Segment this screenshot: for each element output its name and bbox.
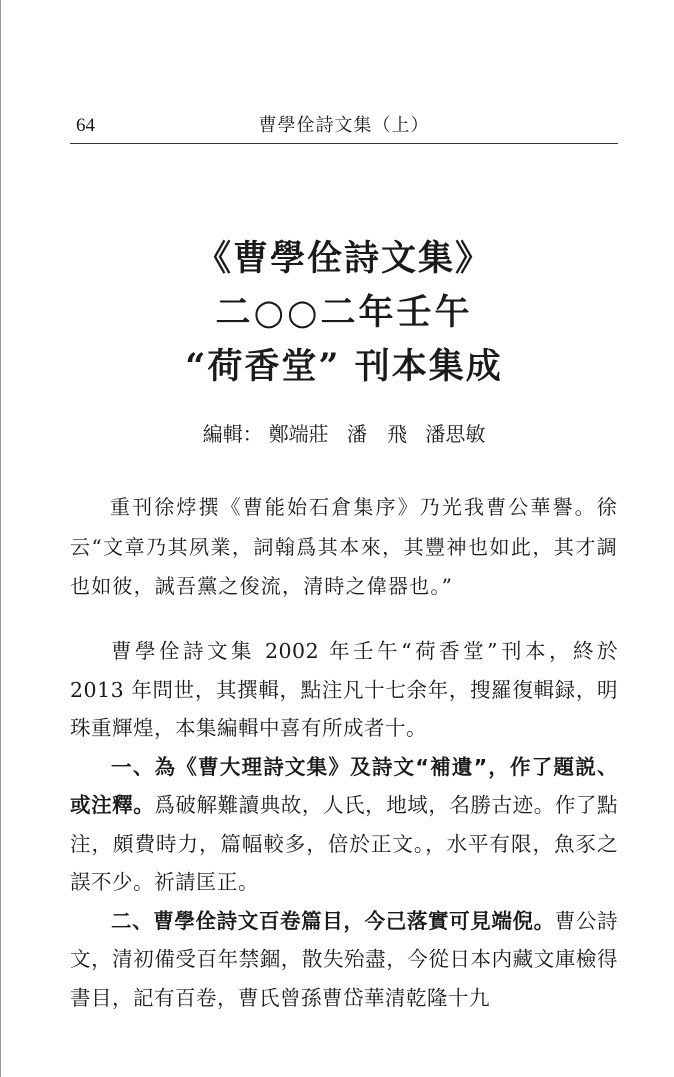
item-1-paragraph [70, 748, 618, 902]
editors-label: 編輯： [202, 422, 263, 446]
editor-name: 潘 飛 [347, 422, 407, 446]
header-rule [70, 143, 618, 144]
item-1-text: 爲破解難讀典故，人氏，地域，名勝古迹。作了點注，頗費時力，篇幅較多，倍於正文。，水平有限，魚豕之誤不少。祈請匡正。 [70, 793, 619, 894]
article-title [70, 232, 618, 394]
item-1-heading: 一、為《曹大理詩文集》及詩文“補遺”，作了題説、或注釋。 [70, 754, 618, 817]
item-2-paragraph [70, 902, 618, 1018]
title-line-2: 二○○二年壬午 [215, 292, 473, 333]
running-head [70, 112, 618, 142]
editor-name: 潘思敏 [425, 422, 486, 446]
running-title: 曹學佺詩文集（上） [258, 115, 430, 136]
title-line-1: 《曹學佺詩文集》 [195, 238, 492, 279]
item-2-heading: 二、曹學佺詩文百卷篇目，今己落實可見端倪。 [111, 908, 555, 933]
editor-name: 鄭端莊 [268, 422, 329, 446]
page-edge-line [0, 0, 1, 1077]
title-line-3: “荷香堂” 刊本集成 [185, 346, 503, 387]
intro-paragraph: 曹學佺詩文集 2002 年壬午“荷香堂”刊本，終於 2013 年問世，其撰輯，點注凡十七余年，搜羅復輯録，明珠重輝煌，本集編輯中喜有所成者十。 [70, 639, 618, 740]
preface-quote: 重刊徐㶿撰《曹能始石倉集序》乃光我曹公華譽。徐云“文章乃其夙業，詞翰爲其本來，其豐神也如此，其才調也如彼，誠吾黨之俊流，清時之偉器也。” [70, 495, 618, 598]
body-text [70, 632, 618, 1017]
editors-line [70, 418, 618, 450]
item-2-text: 曹公詩文，清初備受百年禁錮，散失殆盡，今從日本内藏文庫檢得書目，記有百卷，曹氏曾孫曹岱華清乾隆十九 [70, 908, 619, 1010]
page-number: 64 [76, 115, 95, 136]
